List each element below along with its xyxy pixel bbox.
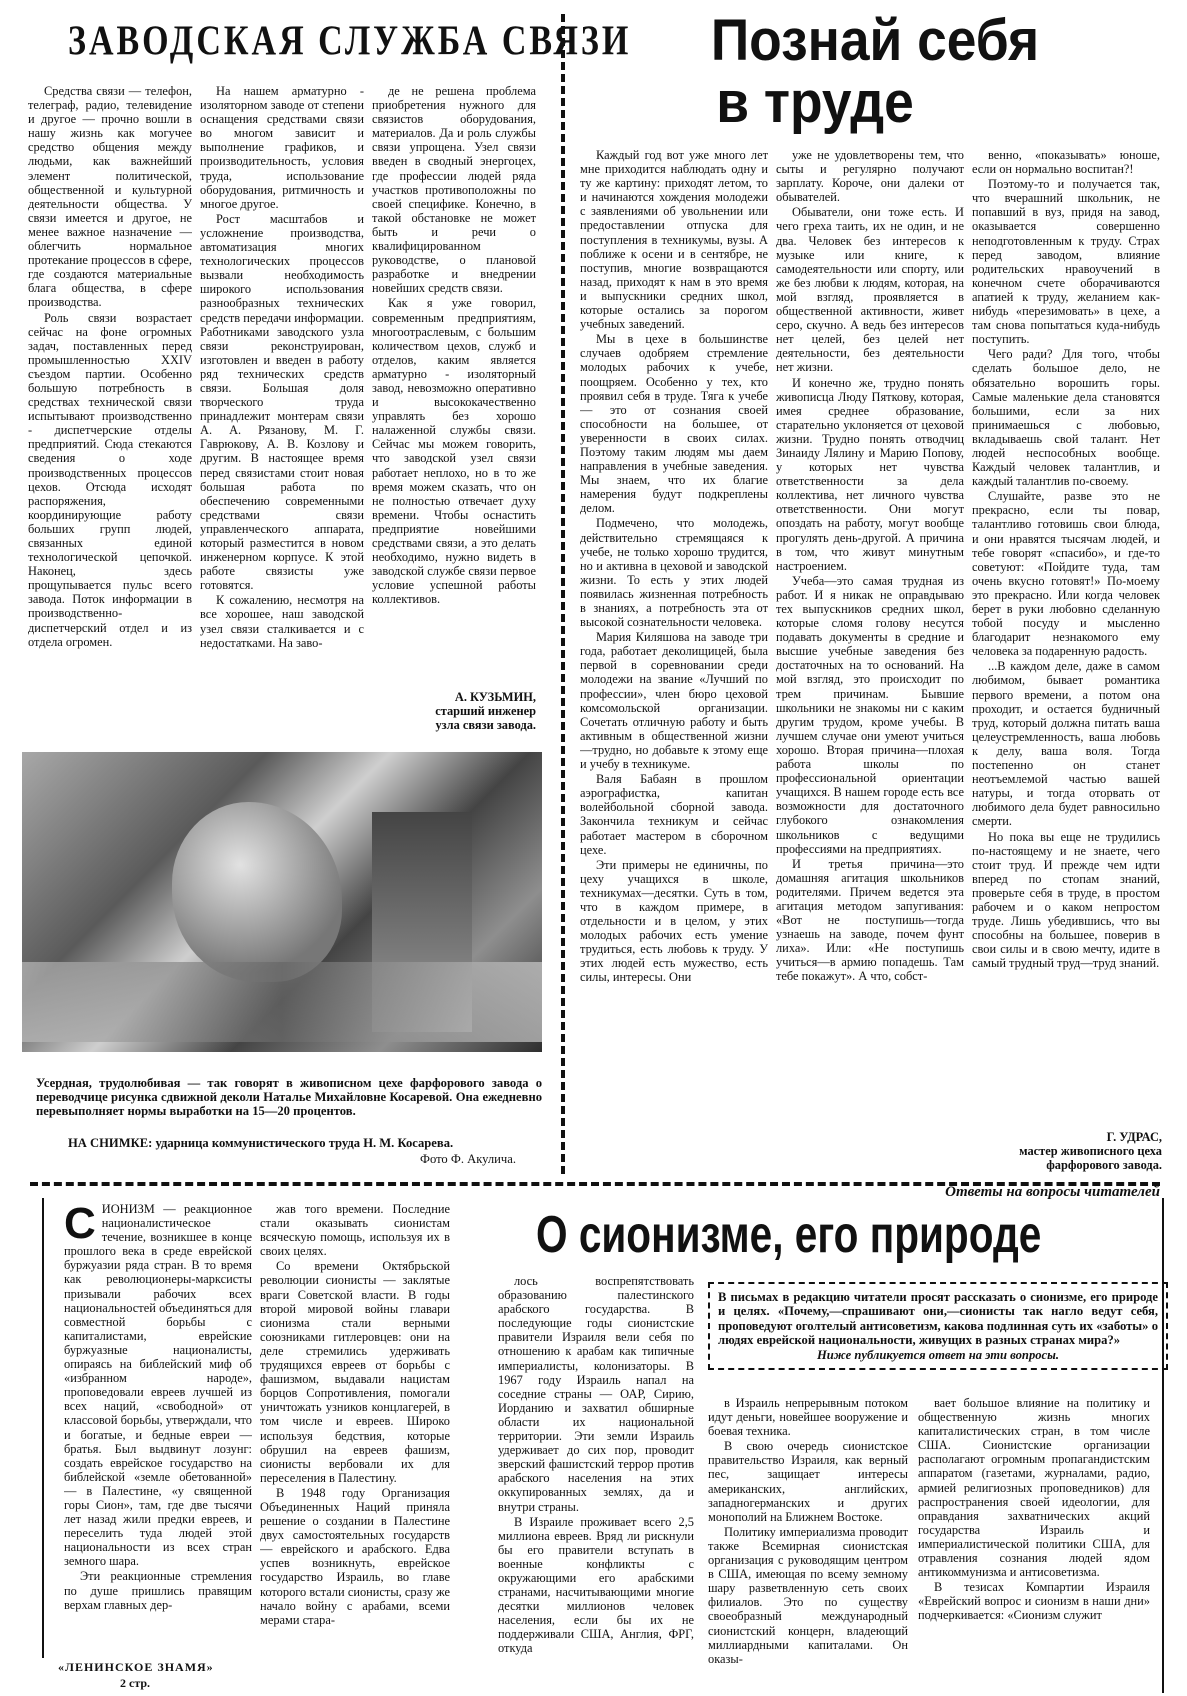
article3-col1-text [64, 1202, 252, 1612]
paragraph: ...В каждом деле, даже в самом любимом, бывает романтика первого времени, а потом она проходит, и остается будничный труд, который должна питать ваша целеустремленность, ваша любовь к делу, ваша воля. Тогда постепенно он станет неотъемлемой частью вашей натуры, и тогда оторвать от любимого дела будет равносильно смерти. [972, 659, 1160, 829]
article3-col3-text [498, 1274, 694, 1656]
article3-dropcap: С [64, 1202, 96, 1248]
article2-column-3 [972, 148, 1160, 1138]
paragraph: На нашем арматурно - изоляторном заводе от степени оснащения средствами связи во многом зависит и выполнение графиков, и производительность, условия труда, использование оборудования, ритмичность и многое другое. [200, 84, 364, 211]
photo-caption: Усердная, трудолюбивая — так говорят в живописном цехе фарфорового завода о переводчице рисунка сдвижной деколи Наталье Михайловне Косаревой. Она ежедневно перевыполняет нормы выработки на 15—20 процентов. [36, 1076, 542, 1118]
paragraph: Мария Киляшова на заводе три года, работает деколищицей, была первой в соревновании среди молодежи на звание «Лучший по профессии», член бюро цеховой комсомольской организации. Сочетать отличную работу и быть активным в общественной жизни—трудно, но добавьте к этому еще и учебу в техникуме. [580, 630, 768, 772]
article2-col3-text [972, 148, 1160, 970]
paragraph: Но пока вы еще не трудились по-настоящему и не знаете, чего стоит труд. И прежде чем идти вперед по стопам знаний, проверьте себя в труде, в простом рабочем и о каком непростом труде. Лишь убедившись, что вы способны на большее, поверив в свои силы и в свою мечту, идите в самый трудный труд—труд знаний. [972, 829, 1160, 971]
article3-column-1 [64, 1202, 252, 1662]
paragraph: Учеба—это самая трудная из работ. И я никак не оправдываю тех выпускников средних школ, которые сломя голову несутся подавать документы в средние и высшие учебные заведения без достаточных на то оснований. На мой взгляд, это происходит по трем причинам. Бывшие школьники не знакомы ни с каким другим трудом, кроме учебы. В лучшем случае они умеют учиться хорошо. Вторая причина—плохая работа школы по профессиональной ориентации учащихся. В нашем городе есть все возможности для достаточного глубокого ознакомления школьников с ведущими профессиями на предприятиях. [776, 573, 964, 856]
section-divider-vertical [561, 14, 565, 1174]
paragraph: лось воспрепятствовать образованию палестинского арабского государства. В последующие годы сионистские правители Израиля вели себя по отношению к арабам как типичные империалисты, колонизаторы. В 1967 году Израиль напал на соседние страны — ОАР, Сирию, Иорданию и захватил обширные области их национальной территории. Эти земли Израиль удерживает до сих пор, проводит зверский фашистский террор против арабского населения на этих оккупированных землях, да и внутри страны. [498, 1274, 694, 1514]
paragraph: Каждый год вот уже много лет мне приходится наблюдать одну и ту же картину: приходят летом, то и начинаются хождения молодежи с заявлениями об увольнении или предоставлении отпуска для поступления в техникумы, вузы. А поближе к осени и в сентябре, не поступив, многие возвращаются назад, приходят к нам в это время и выпускники средних школ, которые остались за порогом учебных заведений. [580, 148, 768, 332]
article2-column-1 [580, 148, 768, 1173]
worker-photo [22, 752, 542, 1052]
author-role: мастер живописного цеха фарфорового завода. [1019, 1144, 1162, 1172]
paragraph: Рост масштабов и усложнение производства, автоматизация многих технологических процессов вызвали необходимость широкого использования разнообразных технических средств передачи информации. Работниками заводского узла связи реконструирован, изготовлен и введен в работу ряд технических средств связи. Большая доля творческого труда принадлежит монтерам связи А. А. Рязанову, М. Г. Гаврюкову, А. В. Козлову и другим. В настоящее время перед связистами стоит новая большая работа по обеспечению современными средствами связи управленческого аппарата, который разместится в новом инженерном корпусе. К этой работе связисты уже готовятся. [200, 211, 364, 593]
photo-label: НА СНИМКЕ: ударница коммунистического труда Н. М. Косарева. [68, 1136, 454, 1150]
newspaper-name: «ЛЕНИНСКОЕ ЗНАМЯ» [58, 1660, 214, 1674]
paragraph: В тезисах Компартии Израиля «Еврейский вопрос и сионизм в наши дни» подчеркивается: «Сионизм служит [918, 1580, 1150, 1623]
paragraph: Как я уже говорил, современным предприятиям, многоотраслевым, с большим количеством цехов, служб и отделов, каким является арматурно - изоляторный завод, невозможно оперативно и высококачественно управлять без хорошо налаженной службы связи. Сейчас мы можем говорить, что заводской узел связи работает неплохо, но в то же время можем сказать, что он не полностью отвечает духу времени. Чтобы оснастить предприятие новейшими средствами связи, а это делать необходимо, нужно видеть в заводской службе связи первое условие успешной работы коллективов. [372, 296, 536, 607]
paragraph: И третья причина—это домашняя агитация школьников родителями. Причем ведется эта агитация методом запугивания: «Вот не поступишь—тогда узнаешь на заводе, почем фунт лиха». Или: «Не поступишь учиться—в армию попадешь. Там тебе покажут». А что, собст- [776, 856, 964, 984]
article3-intro-tail: Ниже публикуется ответ на эти вопросы. [816, 1347, 1060, 1362]
paragraph: В Израиле проживает всего 2,5 миллиона евреев. Вряд ли рискнули бы его правители вступать в военные конфликты с окружающими его арабскими странами, насчитывающими многие десятки миллионов человек населения, если бы их не поддерживали США, Англия, ФРГ, откуда [498, 1514, 694, 1656]
article3-col2-text [260, 1202, 450, 1627]
paragraph: Политику империализма проводит также Всемирная сионистская организация с руководящим центром в США, имеющая по всему земному шару разветвленную сеть своих филиалов. Это по существу своеобразный международный сионистский концерн, владеющий миллиардными капиталами. Он оказы- [708, 1524, 908, 1666]
article3-column-3 [498, 1274, 694, 1694]
paragraph: Поэтому-то и получается так, что вчерашний школьник, не попавший в вуз, придя на завод, оказывается совершенно неподготовленным к труду. Страх перед заводом, влияние родительских нравоучений в конечном счете оборачиваются апатией к труду, желанием как-нибудь «перезимовать» в цехе, а там снова попытаться куда-нибудь поступить. [972, 177, 1160, 347]
article2-col2-text [776, 148, 964, 984]
paragraph: В 1948 году Организация Объединенных Наций приняла решение о создании в Палестине двух самостоятельных государств — еврейского и арабского. Едва успев возникнуть, еврейское государство Израиль, во главе которого встали сионисты, сразу же начало войну с арабами, всеми мерами стара- [260, 1485, 450, 1627]
article1-column-3 [372, 84, 536, 684]
author-role: старший инженер [435, 704, 536, 718]
paragraph: Слушайте, разве это не прекрасно, если ты повар, талантливо готовишь свои блюда, и они нравятся тысячам людей, и тебе говорят «спасибо», и где-то советуют: «Пойдите туда, там очень вкусно готовят!» По-моему это прекрасно. Или когда человек берет в руки любовно сделанную тобой посуду и мысленно благодарит незнакомого ему человека за подаренную радость. [972, 489, 1160, 659]
paragraph: Чего ради? Для того, чтобы сделать большое дело, не обязательно ворошить горы. Самые маленькие дела становятся большими, если за них принимаешься с любовью, вкладываешь свой талант. Нет людей неспособных вообще. Каждый человек талантлив, и каждый талантлив по-своему. [972, 347, 1160, 489]
paragraph: Со времени Октябрьской революции сионисты — заклятые враги Советской власти. В годы второй мировой войны главари сионизма стали верными союзниками гитлеровцев: они на деле стремились удерживать трудящихся евреев от борьбы с фашизмом, выдавали нацистам борцов Сопротивления, помогали уничтожать узников концлагерей, в том числе и евреев. Широко используя бедствия, которые обрушил на евреев фашизм, сионисты вербовали их для переселения в Палестину. [260, 1259, 450, 1485]
article3-col4-text [708, 1396, 908, 1666]
article1-signature [372, 690, 536, 732]
article2-signature [972, 1130, 1162, 1172]
page-number: 2 стр. [120, 1676, 151, 1690]
photo-table [22, 962, 542, 1042]
paragraph: Валя Бабаян в прошлом аэрографистка, капитан волейбольной сборной завода. Закончила техникум и сейчас работает мастером в сборочном цехе. [580, 772, 768, 857]
article1-col3-text [372, 84, 536, 606]
author-name: Г. УДРАС, [1106, 1130, 1162, 1144]
paragraph: В свою очередь сионистское правительство Израиля, как верный пес, защищает интересы американских, английских, западногерманских и других монополий на Ближнем Востоке. [708, 1439, 908, 1524]
article3-kicker: Ответы на вопросы читателей [945, 1184, 1160, 1200]
paragraph: жав того времени. Последние стали оказывать сионистам всяческую помощь, используя их в своих целях. [260, 1202, 450, 1259]
article2-col1-text [580, 148, 768, 985]
photo-figure [172, 802, 342, 982]
article3-col5-text [918, 1396, 1150, 1623]
article3-title: О сионизме, его природе [536, 1206, 1042, 1264]
paragraph: в Израиль непрерывным потоком идут деньги, новейшее вооружение и боевая техника. [708, 1396, 908, 1439]
article1-column-2 [200, 84, 364, 734]
article1-col2-text [200, 84, 364, 650]
paragraph: Роль связи возрастает сейчас на фоне огромных задач, поставленных перед промышленностью XXIV съездом партии. Особенно большую потребность в средствах технической связи испытывают производственно - диспетчерские отделы предприятий. Сюда стекаются сведения о ходе производственных процессов цехов. Отсюда исходят распоряжения, координирующие работу больших групп людей, связанных единой технологической цепочкой. Наконец, здесь прощупывается пульс всего завода. Поток информации в производственно-диспетчерский отдел и из отдела огромен. [28, 310, 192, 649]
article3-column-4 [708, 1396, 908, 1694]
author-name: А. КУЗЬМИН, [454, 690, 536, 704]
author-role-2: узла связи завода. [435, 718, 536, 732]
paragraph: Средства связи — телефон, телеграф, радио, телевидение и другое — прочно вошли в нашу жизнь как могучее средство общения между людьми, как важнейший элемент политической, общественной и культурной деятельности общества. У связи имеется и другое, не менее важное назначение — облегчить нормальное протекание процессов в сфере, где создаются материальные блага общества, в сфере производства. [28, 84, 192, 310]
article3-intro: В письмах в редакцию читатели просят рассказать о сионизме, его природе и целях. «Почему,—спрашивают они,—сионисты так нагло ведут себя, проповедуют оголтелый антисоветизм, какова подлинная суть их «заботы» о людях еврейской национальности, живущих в разных странах мира?» [718, 1290, 1158, 1348]
paragraph: К сожалению, несмотря на все хорошее, наш заводской узел связи сталкивается и с недостатками. На заво- [200, 593, 364, 650]
article2-title-line2: в труде [716, 70, 914, 135]
paragraph: Подмечено, что молодежь, действительно стремящаяся к учебе, не только хорошо трудится, но и активна в цеховой и заводской жизни. То есть у этих людей появилась жизненная потребность в знаниях, а потребность эта от высокой сознательности человека. [580, 516, 768, 630]
paragraph: Мы в цехе в большинстве случаев одобряем стремление молодых рабочих к учебе, поощряем. Особенно у тех, кто проявил себя в труде. Тяга к учебе — это от сознания своей способности на большее, от уверенности в своих силах. Поэтому таким людям мы даем направления в учебные заведения. Мы знаем, что их благие намерения будут подкреплены делом. [580, 332, 768, 516]
article1-title: ЗАВОДСКАЯ СЛУЖБА СВЯЗИ [68, 18, 632, 65]
article1-col1-text [28, 84, 192, 649]
paragraph: Эти примеры не единичны, по цеху учащихся в школе, техникумах—десятки. Суть в том, что в каждом примере, в отдельности и в целом, у этих молодых рабочих есть умение трудиться, есть любовь к труду. У этих людей есть мужество, есть силы, интересы. Они [580, 857, 768, 985]
paragraph: венно, «показывать» юноше, если он нормально воспитан?! [972, 148, 1160, 177]
column-rule-left [42, 1198, 44, 1658]
paragraph: вает большое влияние на политику и общественную жизнь многих капиталистических стран, в том числе США. Сионистские организации располагают огромным пропагандистским аппаратом (газетами, журналами, радио, армией религиозных проповедников) для распространения своей идеологии, для оправдания захватнических акций государства Израиль и империалистической политики США, для отравления сознания людей ядом антикоммунизма и антисоветизма. [918, 1396, 1150, 1580]
article2-column-2 [776, 148, 964, 1173]
article3-intro-box [708, 1282, 1168, 1370]
article1-column-1 [28, 84, 192, 734]
article2-title-line1: Познай себя [710, 8, 1040, 73]
paragraph: уже не удовлетворены тем, что сыты и регулярно получают зарплату. Короче, они далеки от обывателей. [776, 148, 964, 205]
paragraph: И конечно же, трудно понять живописца Люду Пяткову, которая, имея среднее образование, старательно уклоняется от цеховой жизни. Трудно понять отводчиц Зинаиду Лялину и Марию Попову, у которых нет чувства ответственности за дела коллектива, нет личного чувства ответственности. Они могут опоздать на работу, могут вообще прогулять день-другой. А причина в том, что живут минутным настроением. [776, 375, 964, 573]
article3-column-2 [260, 1202, 450, 1694]
paragraph: де не решена проблема приобретения нужного для связистов оборудования, материалов. Да и роль службы связи упрощена. Узел связи введен в сводный энергоцех, где профессии людей ряда участков противоположны по своей специфике. Конечно, в такой обстановке не может быть и речи о квалифицированном руководстве, о плановой разработке и внедрении новейших средств связи. [372, 84, 536, 296]
column-rule-right [1162, 1198, 1164, 1693]
paragraph: Обыватели, они тоже есть. И чего греха таить, их не один, и не два. Человек без интересов к музыке или книге, к самодеятельности или спорту, или же без любви к людям, которая, на мой взгляд, проявляется в общественной активности, живет серо, скучно. А ведь без интересов нет целей, без целей нет деятельности, без деятельности нет жизни. [776, 205, 964, 375]
paragraph: ИОНИЗМ — реакционное националистическое течение, возникшее в конце прошлого века в среде еврейской буржуазии ряда стран. В то время как революционеры-марксисты призывали рабочих всех национальностей объединяться для совместной борьбы с капиталистами, еврейские буржуазные националисты, опираясь на библейский миф об «избранном народе», проповедовали евреев лучшей из всех наций, «свободной» от классовой борьбы, утверждали, что и богатые, и бедные евреи — братья. Был выдвинут лозунг: создать еврейское государство на библейской «земле обетованной» — в Палестине, «у священной горы Сион», там, где две тысячи лет назад жили предки евреев, и переселить туда людей этой национальности из всех стран земного шара. [64, 1202, 252, 1569]
paragraph: Эти реакционные стремления по душе пришлись правящим верхам главных дер- [64, 1569, 252, 1612]
photo-credit: Фото Ф. Акулича. [420, 1152, 516, 1166]
article3-column-5 [918, 1396, 1150, 1694]
